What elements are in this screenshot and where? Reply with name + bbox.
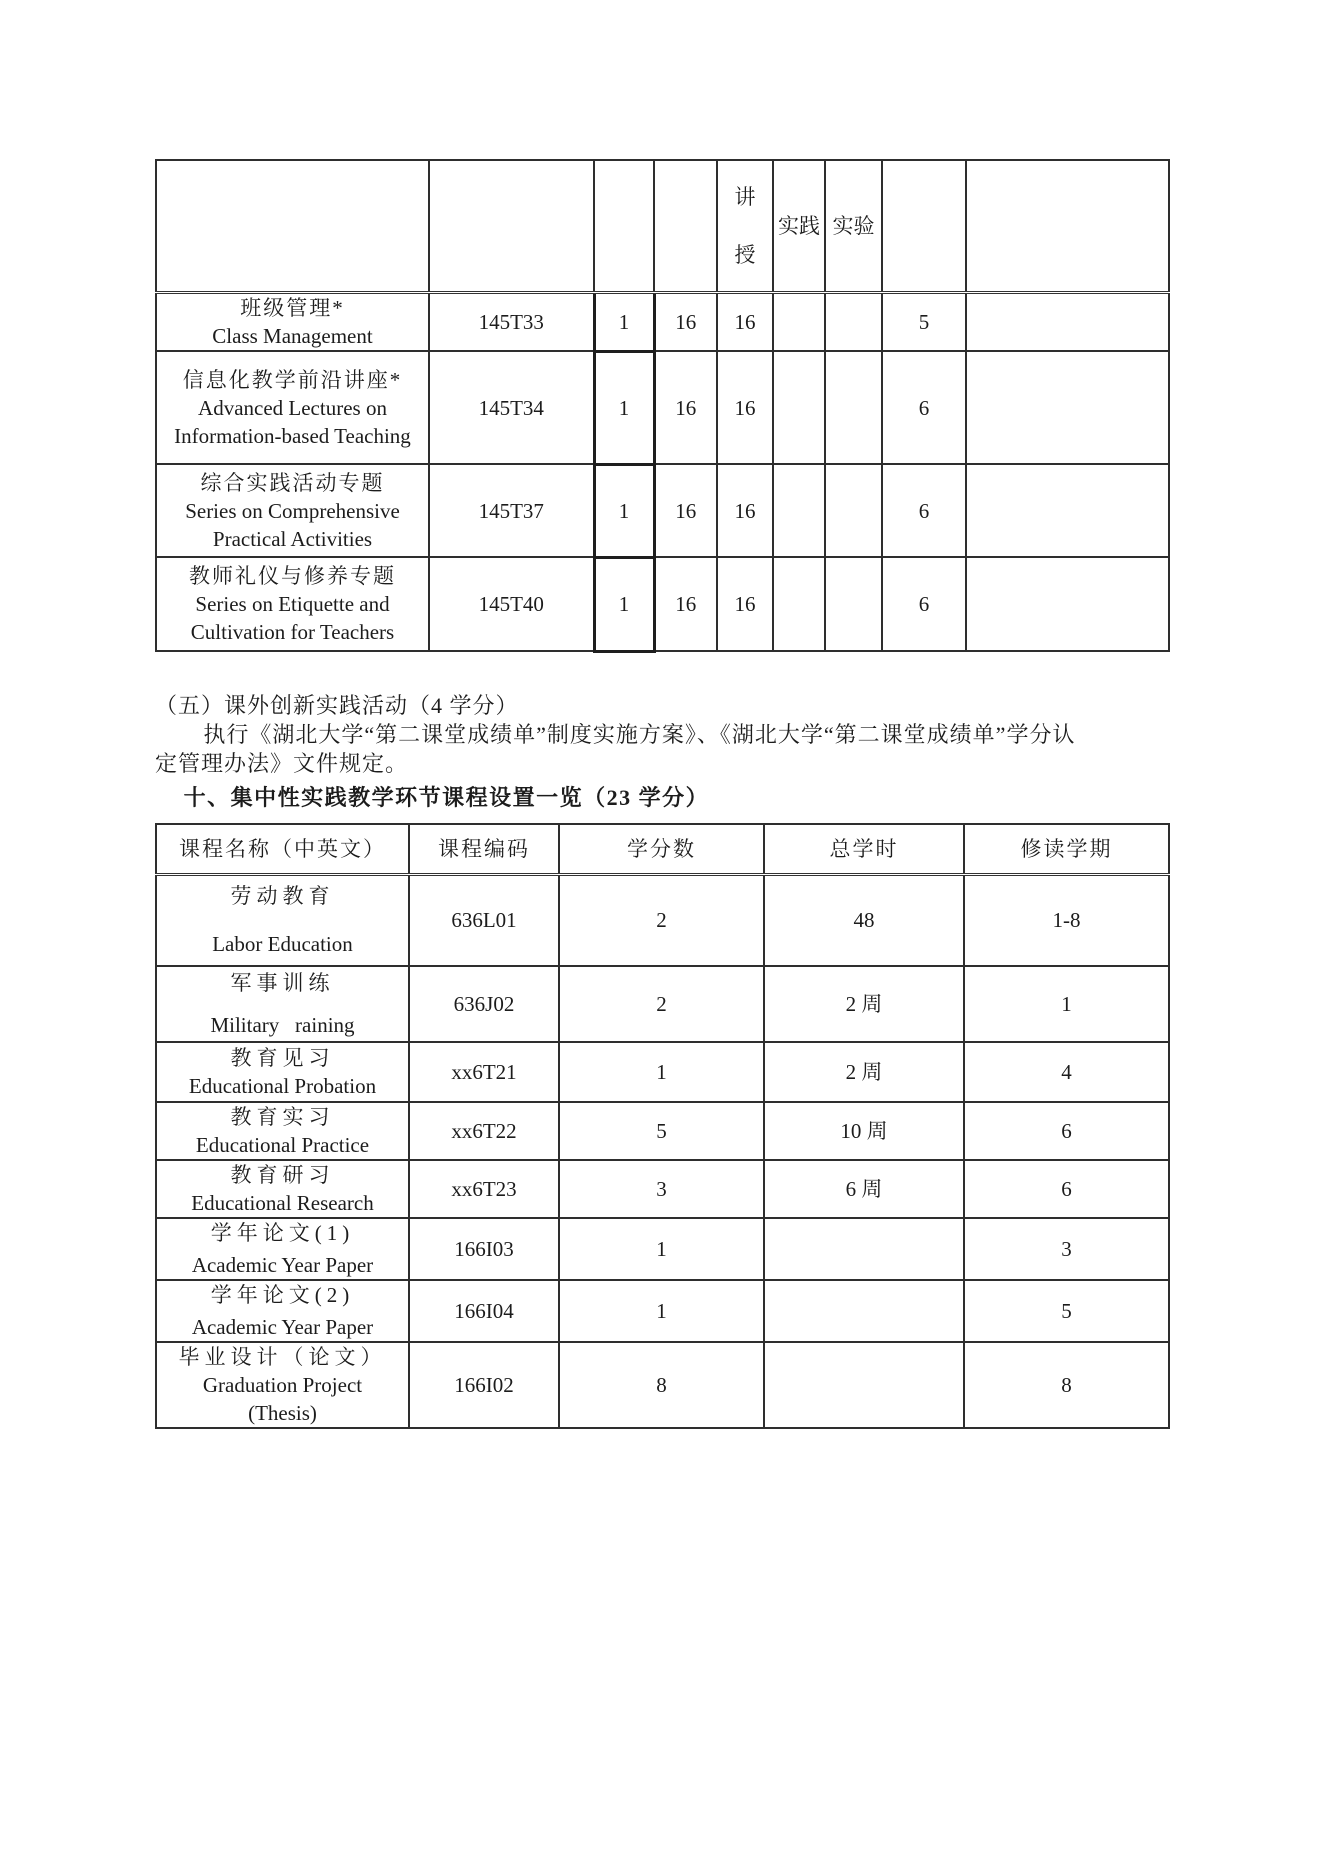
practice-hours-cell [773,292,825,351]
semester-cell: 8 [964,1342,1169,1428]
table-row [156,1102,1169,1160]
table-row [156,1280,1169,1342]
credits-cell: 2 [559,874,764,966]
header-total-hours: 总学时 [764,824,964,874]
credits-cell: 1 [594,557,654,651]
course-name-en: Series on Etiquette and Cultivation for Teachers [190,592,395,644]
course-code-cell: 145T33 [429,292,594,351]
course-code-cell: xx6T22 [409,1102,559,1160]
remarks-cell [966,557,1169,651]
table-header-row [156,824,1169,874]
course-name-cell [156,1342,409,1428]
course-name-zh: 毕业设计（论文） [178,1345,387,1369]
header-semester-empty [882,160,966,292]
remarks-cell [966,464,1169,557]
semester-cell: 6 [882,464,966,557]
total-hours-cell: 6 周 [764,1160,964,1218]
table-header-row [156,160,1169,292]
course-code-cell: 145T40 [429,557,594,651]
semester-cell: 6 [882,557,966,651]
credits-cell: 1 [559,1042,764,1102]
table-row [156,292,1169,351]
credits-cell: 1 [559,1280,764,1342]
course-name-zh: 军事训练 [230,971,335,995]
course-name-en: Military raining [210,1013,355,1037]
course-name-zh: 劳动教育 [230,884,335,909]
course-code-cell: 636J02 [409,966,559,1042]
practice-table [155,823,1170,1429]
total-hours-cell: 10 周 [764,1102,964,1160]
course-name-en: Educational Practice [195,1133,370,1157]
course-name-zh: 学年论文(1) [210,1221,355,1245]
practice-hours-cell [773,351,825,464]
remarks-cell [966,351,1169,464]
course-table-continued [155,159,1170,653]
header-total-hours-empty [654,160,717,292]
total-hours-cell: 16 [654,292,717,351]
note-body-line1: 执行《湖北大学“第二课堂成绩单”制度实施方案》、《湖北大学“第二课堂成绩单”学分认 [203,722,1076,747]
course-name-en: Academic Year Paper [191,1315,374,1339]
notes-block [155,691,1175,812]
semester-cell: 6 [964,1102,1169,1160]
total-hours-cell: 16 [654,557,717,651]
course-name-zh: 教师礼仪与修养专题 [189,564,396,588]
course-name-cell [156,1280,409,1342]
header-experiment-hours: 实验 [825,160,882,292]
course-code-cell: 166I02 [409,1342,559,1428]
semester-cell: 1-8 [964,874,1169,966]
course-name-en: Series on Comprehensive Practical Activities [185,498,400,551]
course-code-cell: 636L01 [409,874,559,966]
course-name-zh: 教育见习 [230,1046,335,1070]
course-name-cell [156,557,429,651]
header-semester: 修读学期 [964,824,1169,874]
semester-cell: 6 [964,1160,1169,1218]
table-row [156,1160,1169,1218]
course-name-en2: (Thesis) [248,1401,317,1425]
remarks-cell [966,292,1169,351]
experiment-hours-cell [825,464,882,557]
header-remarks-empty [966,160,1169,292]
course-name-cell [156,351,429,464]
header-course-code: 课程编码 [409,824,559,874]
credits-cell: 8 [559,1342,764,1428]
table-row [156,966,1169,1042]
course-name-cell [156,464,429,557]
practice-hours-cell [773,557,825,651]
experiment-hours-cell [825,557,882,651]
course-name-zh: 学年论文(2) [210,1283,355,1307]
course-name-zh: 综合实践活动专题 [200,470,385,495]
total-hours-cell: 48 [764,874,964,966]
course-name-cell [156,292,429,351]
note-item-title: （五）课外创新实践活动（4 学分） [155,693,519,718]
course-name-en: Educational Probation [188,1074,377,1098]
table-row [156,874,1169,966]
total-hours-cell: 2 周 [764,966,964,1042]
header-course-name: 课程名称（中英文） [156,824,409,874]
table-row [156,1218,1169,1280]
header-practice-hours: 实践 [773,160,825,292]
semester-cell: 3 [964,1218,1169,1280]
course-code-cell: xx6T21 [409,1042,559,1102]
course-code-cell: xx6T23 [409,1160,559,1218]
experiment-hours-cell [825,292,882,351]
credits-cell: 1 [594,292,654,351]
header-course-code-empty [429,160,594,292]
course-code-cell: 145T37 [429,464,594,557]
experiment-hours-cell [825,351,882,464]
course-name-zh: 信息化教学前沿讲座* [182,367,403,392]
course-name-en: Class Management [212,323,373,348]
course-name-cell [156,1218,409,1280]
total-hours-cell [764,1218,964,1280]
total-hours-cell [764,1342,964,1428]
total-hours-cell: 2 周 [764,1042,964,1102]
semester-cell: 1 [964,966,1169,1042]
header-credits-empty [594,160,654,292]
lecture-hours-cell: 16 [717,351,773,464]
course-name-cell [156,1042,409,1102]
course-name-en: Labor Education [212,932,353,957]
credits-cell: 1 [594,464,654,557]
table-row [156,1042,1169,1102]
table-row [156,464,1169,557]
course-name-en: Graduation Project [202,1373,363,1397]
course-name-en: Advanced Lectures on Information-based Teaching [174,395,411,448]
section-title: 十、集中性实践教学环节课程设置一览（23 学分） [183,785,710,810]
lecture-hours-cell: 16 [717,557,773,651]
lecture-hours-cell: 16 [717,464,773,557]
semester-cell: 5 [882,292,966,351]
course-code-cell: 145T34 [429,351,594,464]
header-credits: 学分数 [559,824,764,874]
semester-cell: 6 [882,351,966,464]
course-name-en: Academic Year Paper [191,1253,374,1277]
course-name-cell [156,874,409,966]
credits-cell: 1 [559,1218,764,1280]
course-name-zh: 教育研习 [230,1163,335,1187]
total-hours-cell: 16 [654,464,717,557]
credits-cell: 1 [594,351,654,464]
header-lecture-hours: 讲授 [717,160,773,292]
practice-hours-cell [773,464,825,557]
credits-cell: 2 [559,966,764,1042]
course-name-zh: 教育实习 [230,1105,335,1129]
table-row [156,557,1169,651]
credits-cell: 3 [559,1160,764,1218]
note-body-line2: 定管理办法》文件规定。 [155,751,409,776]
course-name-cell [156,1102,409,1160]
course-name-cell [156,966,409,1042]
lecture-hours-cell: 16 [717,292,773,351]
total-hours-cell: 16 [654,351,717,464]
header-course-name-empty [156,160,429,292]
credits-cell: 5 [559,1102,764,1160]
semester-cell: 4 [964,1042,1169,1102]
course-name-cell [156,1160,409,1218]
course-code-cell: 166I04 [409,1280,559,1342]
table-row [156,351,1169,464]
table-row [156,1342,1169,1428]
course-name-zh: 班级管理* [240,295,345,320]
course-code-cell: 166I03 [409,1218,559,1280]
total-hours-cell [764,1280,964,1342]
course-name-en: Educational Research [191,1191,374,1215]
semester-cell: 5 [964,1280,1169,1342]
